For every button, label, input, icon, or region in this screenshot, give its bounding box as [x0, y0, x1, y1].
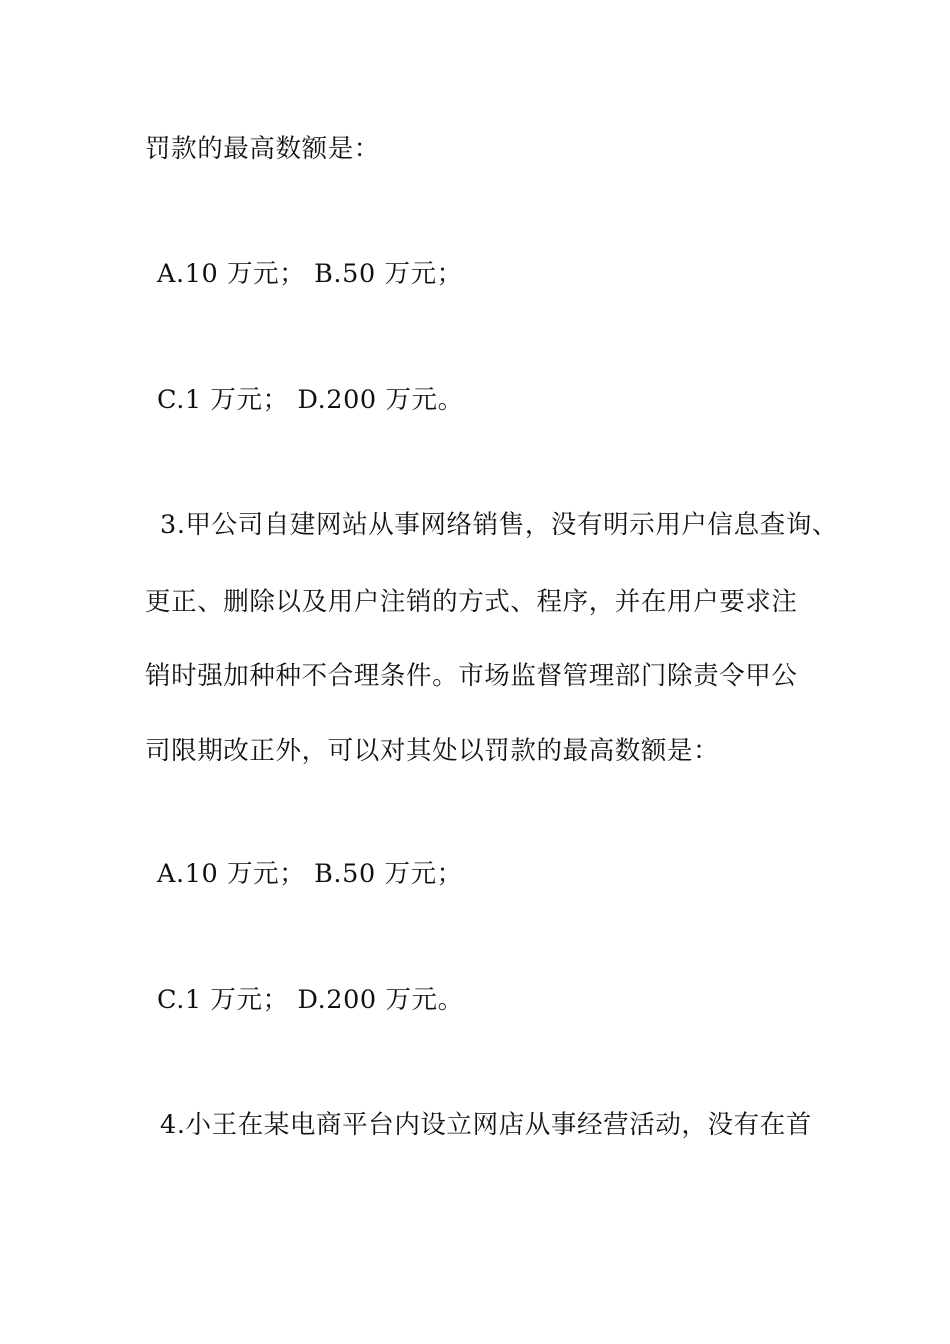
answer-options-line: C.1 万元； D.200 万元。: [157, 985, 464, 1015]
answer-options-line: A.10 万元； B.50 万元；: [157, 859, 463, 889]
question-line: 4.小王在某电商平台内设立网店从事经营活动，没有在首: [160, 1110, 812, 1140]
paragraph-line: 更正、删除以及用户注销的方式、程序，并在用户要求注: [145, 587, 798, 617]
paragraph-line: 销时强加种种不合理条件。市场监督管理部门除责令甲公: [145, 661, 798, 691]
answer-options-line: C.1 万元； D.200 万元。: [157, 385, 464, 415]
answer-options-line: A.10 万元； B.50 万元；: [157, 259, 463, 289]
paragraph-line: 罚款的最高数额是：: [145, 134, 380, 164]
question-line: 3.甲公司自建网站从事网络销售，没有明示用户信息查询、: [160, 510, 839, 540]
paragraph-line: 司限期改正外，可以对其处以罚款的最高数额是：: [145, 736, 720, 766]
